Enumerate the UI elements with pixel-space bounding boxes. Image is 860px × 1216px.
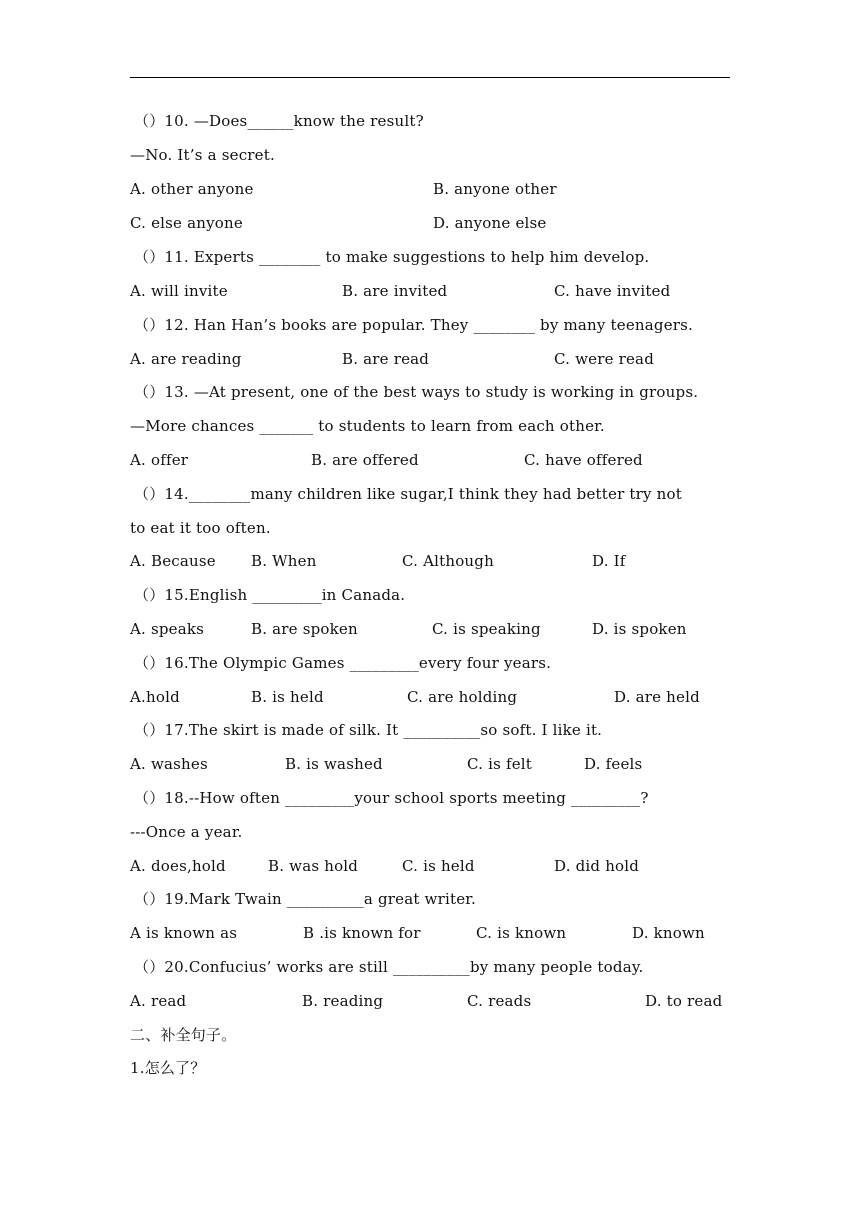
question-19-options [130, 921, 730, 945]
option-a: A. does,hold [130, 857, 226, 875]
question-10-options-row2 [130, 211, 730, 235]
option-b: B. is held [251, 688, 324, 706]
option-b: B. are read [342, 350, 430, 368]
question-18-reply: ---Once a year. [130, 823, 243, 841]
question-17-options [130, 752, 730, 776]
option-a: A is known as [130, 924, 238, 942]
question-13-stem: （）13. —At present, one of the best ways to study is working in groups. [134, 383, 699, 401]
question-15-stem: （）15.English _________in Canada. [134, 586, 406, 604]
question-15-options [130, 617, 730, 641]
question-10-options-row1 [130, 177, 730, 201]
option-d: D. anyone else [433, 214, 547, 232]
question-16-stem: （）16.The Olympic Games _________every four years. [134, 654, 552, 672]
option-c: C. is felt [467, 755, 532, 773]
option-c: C. is known [476, 924, 567, 942]
question-20-stem: （）20.Confucius’ works are still __________by many people today. [134, 958, 644, 976]
question-13-reply: —More chances _______ to students to learn from each other. [130, 417, 605, 435]
option-b: B. anyone other [433, 180, 557, 198]
option-b: B .is known for [303, 924, 421, 942]
option-c: C. else anyone [130, 214, 243, 232]
question-10-reply: —No. It’s a secret. [130, 146, 275, 164]
option-b: B. are spoken [251, 620, 358, 638]
option-d: D. is spoken [592, 620, 687, 638]
question-12-options [130, 347, 730, 371]
question-17-stem: （）17.The skirt is made of silk. It __________so soft. I like it. [134, 721, 603, 739]
option-a: A. read [130, 992, 187, 1010]
question-11-stem: （）11. Experts ________ to make suggestions to help him develop. [134, 248, 650, 266]
option-d: D. are held [614, 688, 700, 706]
option-a: A.hold [130, 688, 180, 706]
question-13-options [130, 448, 730, 472]
option-c: C. were read [554, 350, 655, 368]
option-b: B. When [251, 552, 317, 570]
option-b: B. are invited [342, 282, 448, 300]
option-a: A. are reading [130, 350, 242, 368]
question-16-options [130, 685, 730, 709]
option-d: D. If [592, 552, 626, 570]
option-c: C. reads [467, 992, 532, 1010]
question-18-options [130, 854, 730, 878]
section-two-item-1: 1.怎么了？ [130, 1059, 206, 1077]
option-b: B. reading [302, 992, 384, 1010]
header-rule [130, 77, 730, 78]
option-d: D. did hold [554, 857, 640, 875]
option-a: A. offer [130, 451, 189, 469]
option-a: A. speaks [130, 620, 205, 638]
option-a: A. Because [130, 552, 216, 570]
question-12-stem: （）12. Han Han’s books are popular. They ________ by many teenagers. [134, 316, 694, 334]
option-b: B. was hold [268, 857, 359, 875]
question-10-stem: （）10. —Does______know the result? [134, 112, 424, 130]
question-14-options [130, 549, 730, 573]
option-d: D. feels [584, 755, 643, 773]
option-b: B. are offered [311, 451, 419, 469]
option-c: C. have offered [524, 451, 643, 469]
option-b: B. is washed [285, 755, 383, 773]
question-14-stem: （）14.________many children like sugar,I think they had better try not [134, 485, 682, 503]
section-two-heading: 二、补全句子。 [130, 1026, 237, 1044]
question-11-options [130, 279, 730, 303]
option-a: A. will invite [130, 282, 228, 300]
option-a: A. washes [130, 755, 208, 773]
option-d: D. known [632, 924, 705, 942]
option-c: C. Although [402, 552, 494, 570]
option-c: C. are holding [407, 688, 518, 706]
question-14-stem-continued: to eat it too often. [130, 519, 271, 537]
question-18-stem: （）18.--How often _________your school sports meeting _________? [134, 789, 649, 807]
option-a: A. other anyone [130, 180, 254, 198]
option-c: C. have invited [554, 282, 671, 300]
question-19-stem: （）19.Mark Twain __________a great writer. [134, 890, 476, 908]
option-c: C. is held [402, 857, 475, 875]
question-20-options [130, 989, 730, 1013]
option-d: D. to read [645, 992, 723, 1010]
option-c: C. is speaking [432, 620, 541, 638]
